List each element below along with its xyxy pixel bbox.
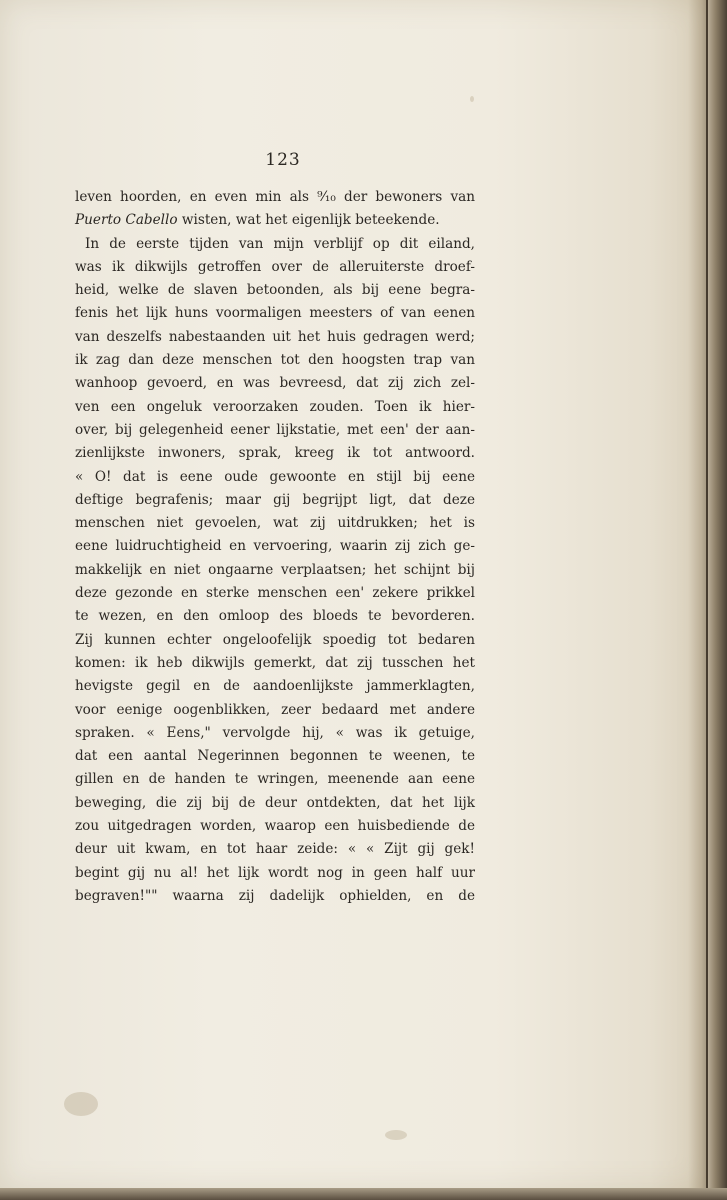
text-line: heid, welke de slaven betoonden, als bij eene begra- bbox=[75, 282, 475, 299]
text-line: ven een ongeluk veroorzaken zouden. Toen ik hier- bbox=[75, 398, 475, 415]
text-line: leven hoorden, en even min als ⁹⁄₁₀ der bewoners van bbox=[75, 189, 475, 205]
italic-place-name: Puerto Cabello bbox=[75, 212, 178, 229]
book-spine-edge bbox=[708, 0, 727, 1200]
text-line: fenis het lijk huns voormaligen meesters of van eenen bbox=[75, 305, 475, 322]
text-line: zienlijkste inwoners, sprak, kreeg ik tot antwoord. bbox=[75, 445, 475, 462]
text-line: begint gij nu al! het lijk wordt nog in geen half uur bbox=[75, 864, 475, 881]
text-line: deftige begrafenis; maar gij begrijpt ligt, dat deze bbox=[75, 491, 475, 508]
text-line: wanhoop gevoerd, en was bevreesd, dat zij zich zel- bbox=[75, 375, 475, 392]
page-edge-shadow bbox=[688, 0, 710, 1190]
scan-bottom-edge bbox=[0, 1188, 727, 1200]
paper-stain bbox=[64, 1092, 98, 1116]
text-line: te wezen, en den omloop des bloeds te bevorderen. bbox=[75, 608, 475, 625]
text-line: begraven!"" waarna zij dadelijk ophielden, en de bbox=[75, 887, 475, 904]
text-line: « O! dat is eene oude gewoonte en stijl bij eene bbox=[75, 468, 475, 485]
text-line: zou uitgedragen worden, waarop een huisbediende de bbox=[75, 818, 475, 835]
paper-stain bbox=[470, 96, 474, 102]
text-line: ik zag dan deze menschen tot den hoogsten trap van bbox=[75, 352, 475, 369]
text-line: deze gezonde en sterke menschen een' zekere prikkel bbox=[75, 585, 475, 602]
text-line: dat een aantal Negerinnen begonnen te weenen, te bbox=[75, 748, 475, 765]
paper-stain bbox=[385, 1130, 407, 1140]
text-line: komen: ik heb dikwijls gemerkt, dat zij tusschen het bbox=[75, 654, 475, 671]
text-line-rest: wisten, wat het eigenlijk beteekende. bbox=[177, 212, 440, 229]
text-line: In de eerste tijden van mijn verblijf op dit eiland, bbox=[85, 235, 475, 252]
page-number: 123 bbox=[265, 150, 301, 170]
text-line: beweging, die zij bij de deur ontdekten, dat het lijk bbox=[75, 794, 475, 811]
text-line: makkelijk en niet ongaarne verplaatsen; het schijnt bij bbox=[75, 561, 475, 578]
text-line: was ik dikwijls getroffen over de alleruiterste droef- bbox=[75, 258, 475, 275]
text-line: menschen niet gevoelen, wat zij uitdrukken; het is bbox=[75, 515, 475, 532]
text-line: deur uit kwam, en tot haar zeide: « « Zijt gij gek! bbox=[75, 841, 475, 858]
text-line: Zij kunnen echter ongeloofelijk spoedig tot bedaren bbox=[75, 631, 475, 648]
body-text bbox=[75, 186, 475, 908]
text-line: hevigste gegil en de aandoenlijkste jammerklagten, bbox=[75, 678, 475, 695]
text-line: spraken. « Eens," vervolgde hij, « was ik getuige, bbox=[75, 724, 475, 741]
text-line: voor eenige oogenblikken, zeer bedaard met andere bbox=[75, 701, 475, 718]
text-line: eene luidruchtigheid en vervoering, waarin zij zich ge- bbox=[75, 538, 475, 555]
text-line: van deszelfs nabestaanden uit het huis gedragen werd; bbox=[75, 328, 475, 345]
text-line: gillen en de handen te wringen, meenende aan eene bbox=[75, 771, 475, 788]
text-line bbox=[75, 209, 475, 232]
text-line: over, bij gelegenheid eener lijkstatie, met een' der aan- bbox=[75, 421, 475, 438]
